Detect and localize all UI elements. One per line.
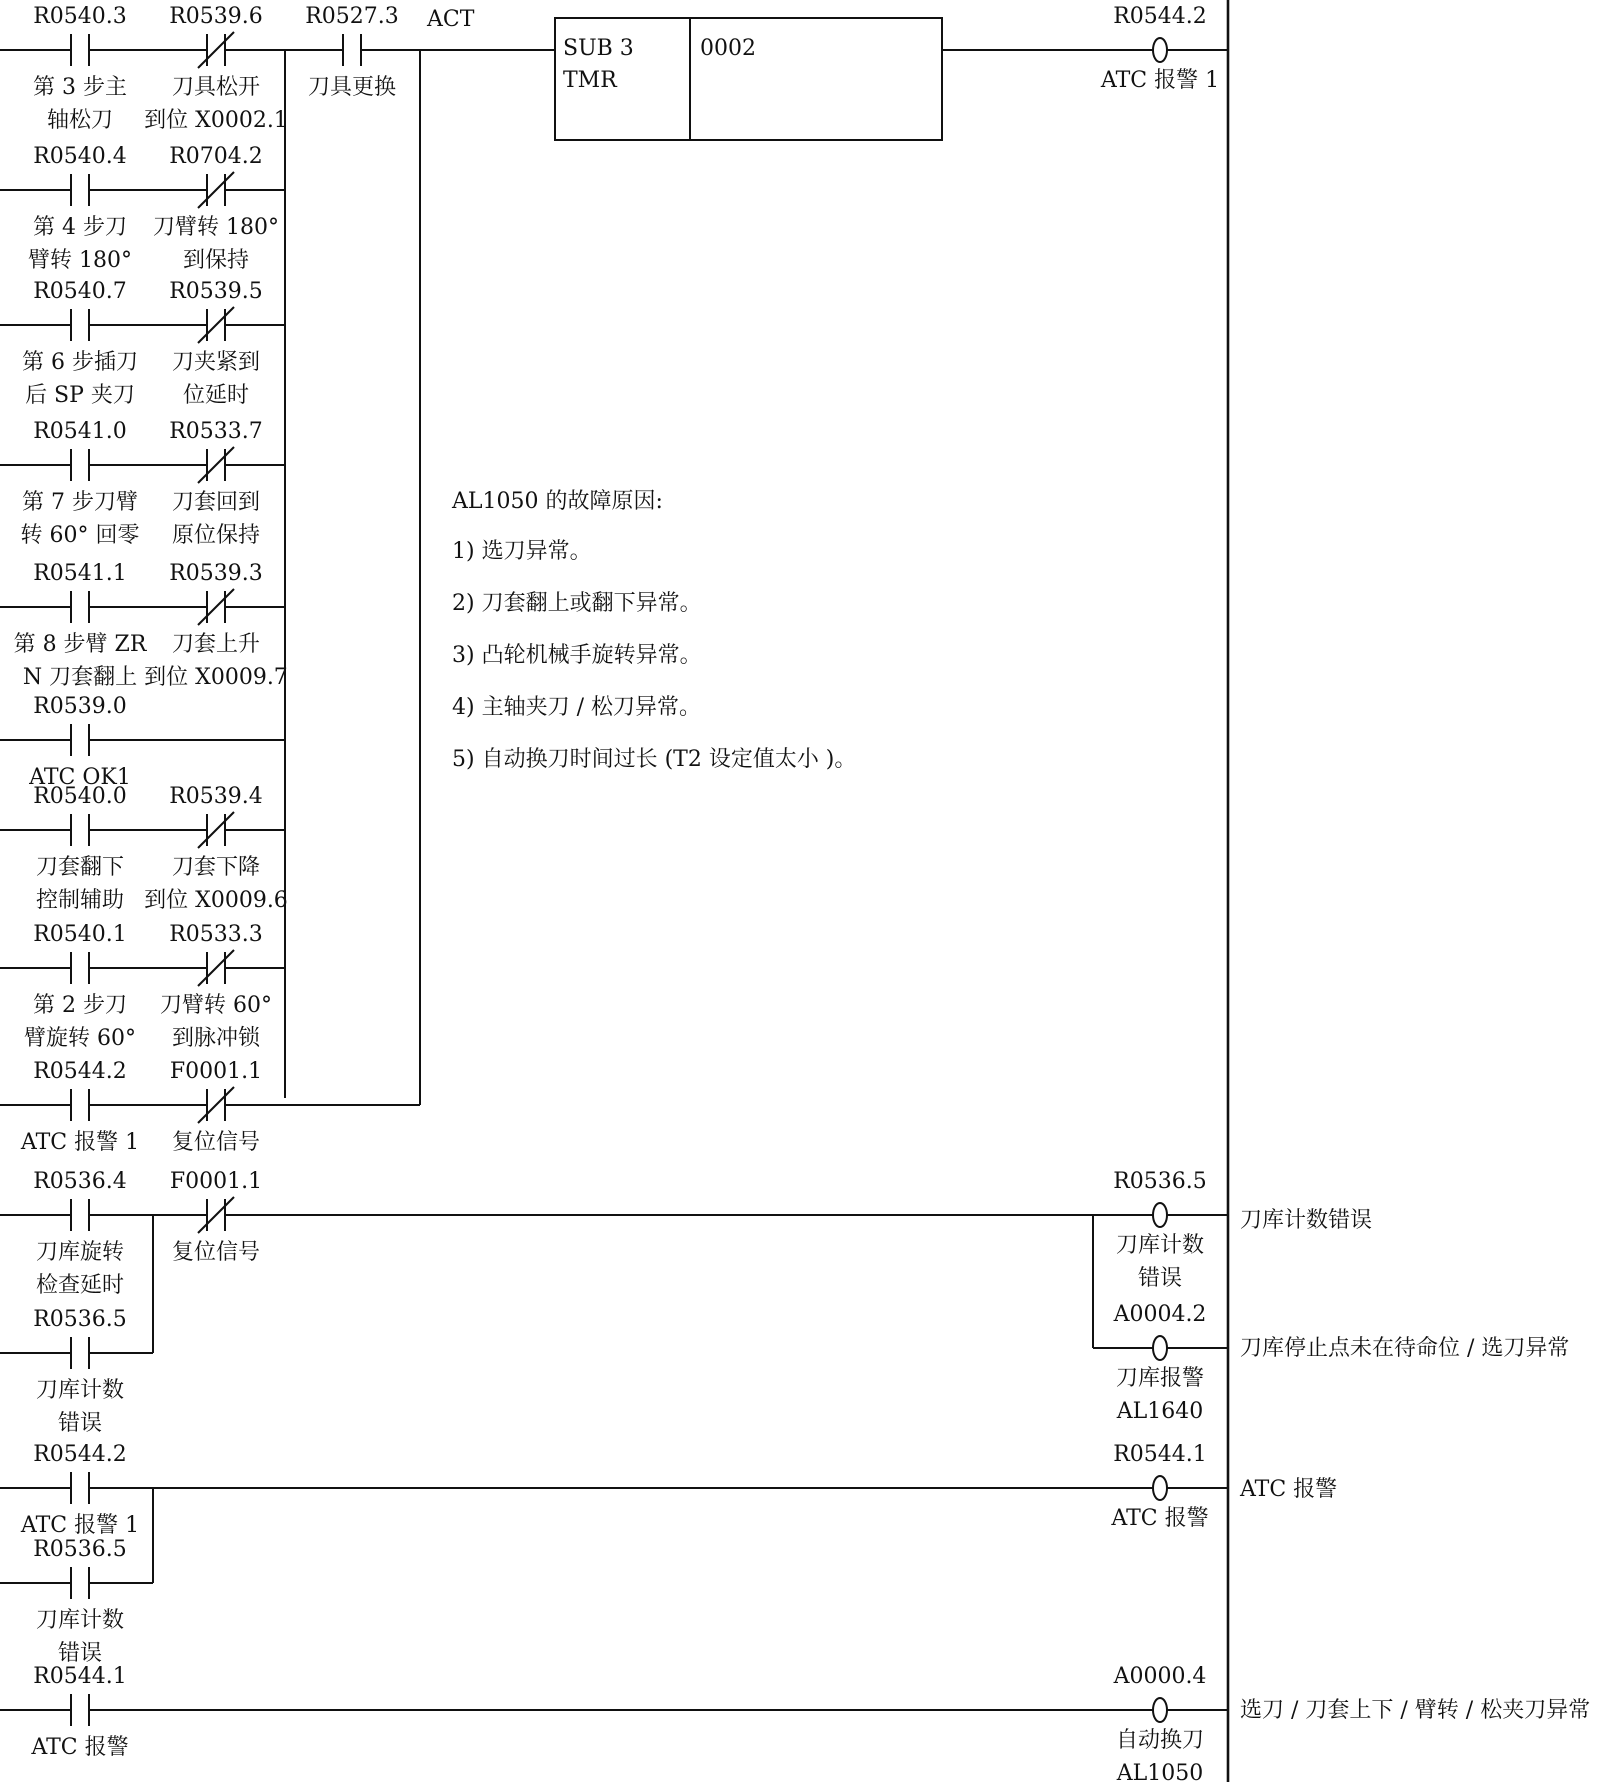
contact-label: 刀库计数 (35, 1608, 125, 1633)
contact-label: 到位 X0002.1 (144, 108, 288, 133)
output-coil (1100, 4, 1219, 93)
coil-label: AL1050 (1116, 1761, 1204, 1782)
right-label: ATC 报警 (1240, 1477, 1338, 1502)
contact-label: 第 4 步刀 (33, 215, 127, 240)
contact-label: 控制辅助 (35, 888, 125, 913)
contact-label: 检查延时 (35, 1273, 125, 1298)
no-contact (33, 1307, 127, 1436)
nc-contact (144, 561, 288, 690)
contact-label: ATC 报警 (31, 1735, 129, 1760)
contact-label: 错误 (57, 1641, 103, 1666)
no-contact (20, 1059, 139, 1155)
contact-label: 刀套回到 (171, 490, 261, 515)
no-contact (33, 1537, 127, 1666)
no-contact (305, 4, 399, 100)
contact-label: 臂转 180° (28, 248, 132, 273)
contact-address: R0539.0 (33, 694, 127, 719)
coil-address: R0536.5 (1113, 1169, 1207, 1194)
contact-address: R0540.3 (33, 4, 127, 29)
func-param-value: 0002 (700, 36, 756, 61)
contact-label: 到位 X0009.7 (144, 665, 288, 690)
contact-address: R0544.2 (33, 1059, 127, 1084)
no-contact (33, 4, 127, 133)
contact-label: 第 3 步主 (33, 75, 127, 100)
notes-item: 2) 刀套翻上或翻下异常。 (452, 591, 702, 616)
right-annotations (1239, 1208, 1590, 1723)
output-coil (1110, 1442, 1208, 1531)
contact-label: 刀臂转 60° (160, 993, 272, 1018)
notes-item: 4) 主轴夹刀 / 松刀异常。 (452, 695, 701, 720)
right-label: 选刀 / 刀套上下 / 臂转 / 松夹刀异常 (1240, 1698, 1591, 1723)
output-coil (1113, 1664, 1207, 1782)
nc-contact (144, 4, 288, 133)
contact-label: 原位保持 (171, 523, 261, 548)
contact-label: 复位信号 (171, 1240, 261, 1265)
no-contact (14, 561, 148, 690)
coil-label: 刀库报警 (1115, 1366, 1205, 1391)
contact-address: F0001.1 (169, 1059, 263, 1084)
contact-label: 刀套下降 (171, 855, 261, 880)
contact-label: 错误 (57, 1411, 103, 1436)
coil-label: 刀库计数 (1115, 1233, 1205, 1258)
output-coil (1113, 1169, 1207, 1291)
no-contact (24, 922, 136, 1051)
coil-address: R0544.1 (1113, 1442, 1207, 1467)
coil-label: AL1640 (1116, 1399, 1204, 1424)
nc-contact (170, 1059, 262, 1155)
contact-label: 第 7 步刀臂 (22, 490, 138, 515)
contact-address: R0540.7 (33, 279, 127, 304)
contact-label: 第 6 步插刀 (22, 350, 138, 375)
contact-address: R0539.3 (169, 561, 263, 586)
no-contact (28, 694, 131, 790)
contact-label: 第 2 步刀 (33, 993, 127, 1018)
no-contact (20, 1442, 139, 1538)
contact-label: 刀具松开 (171, 75, 261, 100)
contact-address: R0544.1 (33, 1664, 127, 1689)
contact-label: 到位 X0009.6 (144, 888, 288, 913)
contact-label: 转 60° 回零 (20, 523, 140, 548)
right-label: 刀库停止点未在待命位 / 选刀异常 (1240, 1336, 1570, 1361)
contact-label: 刀臂转 180° (153, 215, 279, 240)
coil-label: ATC 报警 1 (1100, 68, 1220, 93)
contact-label: 到脉冲锁 (171, 1026, 261, 1051)
contact-address: R0527.3 (305, 4, 399, 29)
coils-layer (1100, 4, 1219, 1782)
contact-label: 第 8 步臂 ZR (13, 632, 147, 657)
contact-label: 刀库计数 (35, 1378, 125, 1403)
contact-label: N 刀套翻上 (22, 665, 138, 690)
nc-contact (153, 144, 279, 273)
notes-item: 3) 凸轮机械手旋转异常。 (452, 643, 702, 668)
contact-label: ATC 报警 1 (20, 1513, 140, 1538)
act-label: ACT (427, 7, 475, 32)
contact-address: R0704.2 (169, 144, 263, 169)
notes-item: 1) 选刀异常。 (452, 539, 592, 564)
contact-address: R0544.2 (33, 1442, 127, 1467)
contact-address: R0540.4 (33, 144, 127, 169)
right-label: 刀库计数错误 (1240, 1208, 1373, 1233)
coil-label: 自动换刀 (1115, 1728, 1205, 1753)
contact-label: 到保持 (182, 248, 250, 273)
func-sub-label: SUB 3 (563, 36, 634, 61)
nc-contact (169, 419, 263, 548)
coil-address: A0000.4 (1113, 1664, 1207, 1689)
contact-address: R0539.6 (169, 4, 263, 29)
contact-label: 刀套翻下 (35, 855, 125, 880)
no-contact (21, 419, 140, 548)
contact-address: R0540.1 (33, 922, 127, 947)
contact-label: ATC 报警 1 (20, 1130, 140, 1155)
contact-address: R0539.5 (169, 279, 263, 304)
nc-contact (144, 784, 288, 913)
coil-label: ATC 报警 (1111, 1506, 1209, 1531)
no-contact (33, 1169, 127, 1298)
func-tmr-label: TMR (563, 68, 617, 93)
contact-address: R0541.1 (33, 561, 127, 586)
contact-label: 轴松刀 (46, 108, 114, 133)
contact-address: R0536.4 (33, 1169, 127, 1194)
no-contact (28, 144, 132, 273)
contact-address: R0540.0 (33, 784, 127, 809)
contact-address: R0539.4 (169, 784, 263, 809)
no-contact (30, 1664, 128, 1760)
contact-label: 刀套上升 (171, 632, 261, 657)
contact-label: 后 SP 夹刀 (25, 383, 135, 408)
contact-label: 臂旋转 60° (24, 1026, 136, 1051)
nc-contact (169, 279, 263, 408)
no-contact (33, 784, 127, 913)
contact-address: R0536.5 (33, 1307, 127, 1332)
contact-label: 刀夹紧到 (171, 350, 261, 375)
contact-label: 位延时 (182, 383, 250, 408)
contact-label: 刀具更换 (307, 75, 397, 100)
contact-address: R0533.7 (169, 419, 263, 444)
contact-label: 刀库旋转 (35, 1240, 125, 1265)
nc-contact (170, 1169, 262, 1265)
coil-label: 错误 (1137, 1266, 1183, 1291)
notes-title: AL1050 的故障原因: (452, 489, 663, 514)
sub3-timer-box (555, 18, 942, 140)
notes-item: 5) 自动换刀时间过长 (T2 设定值太小 )。 (452, 747, 857, 772)
coil-address: R0544.2 (1113, 4, 1207, 29)
output-coil (1113, 1302, 1207, 1424)
contact-address: R0533.3 (169, 922, 263, 947)
contact-address: R0536.5 (33, 1537, 127, 1562)
nc-contact (160, 922, 272, 1051)
no-contact (22, 279, 138, 408)
contact-address: F0001.1 (169, 1169, 263, 1194)
contact-address: R0541.0 (33, 419, 127, 444)
contact-label: 复位信号 (171, 1130, 261, 1155)
contact-label: ATC OK1 (29, 765, 131, 790)
contacts-layer (14, 4, 399, 1760)
fault-notes (451, 489, 856, 772)
coil-address: A0004.2 (1113, 1302, 1207, 1327)
